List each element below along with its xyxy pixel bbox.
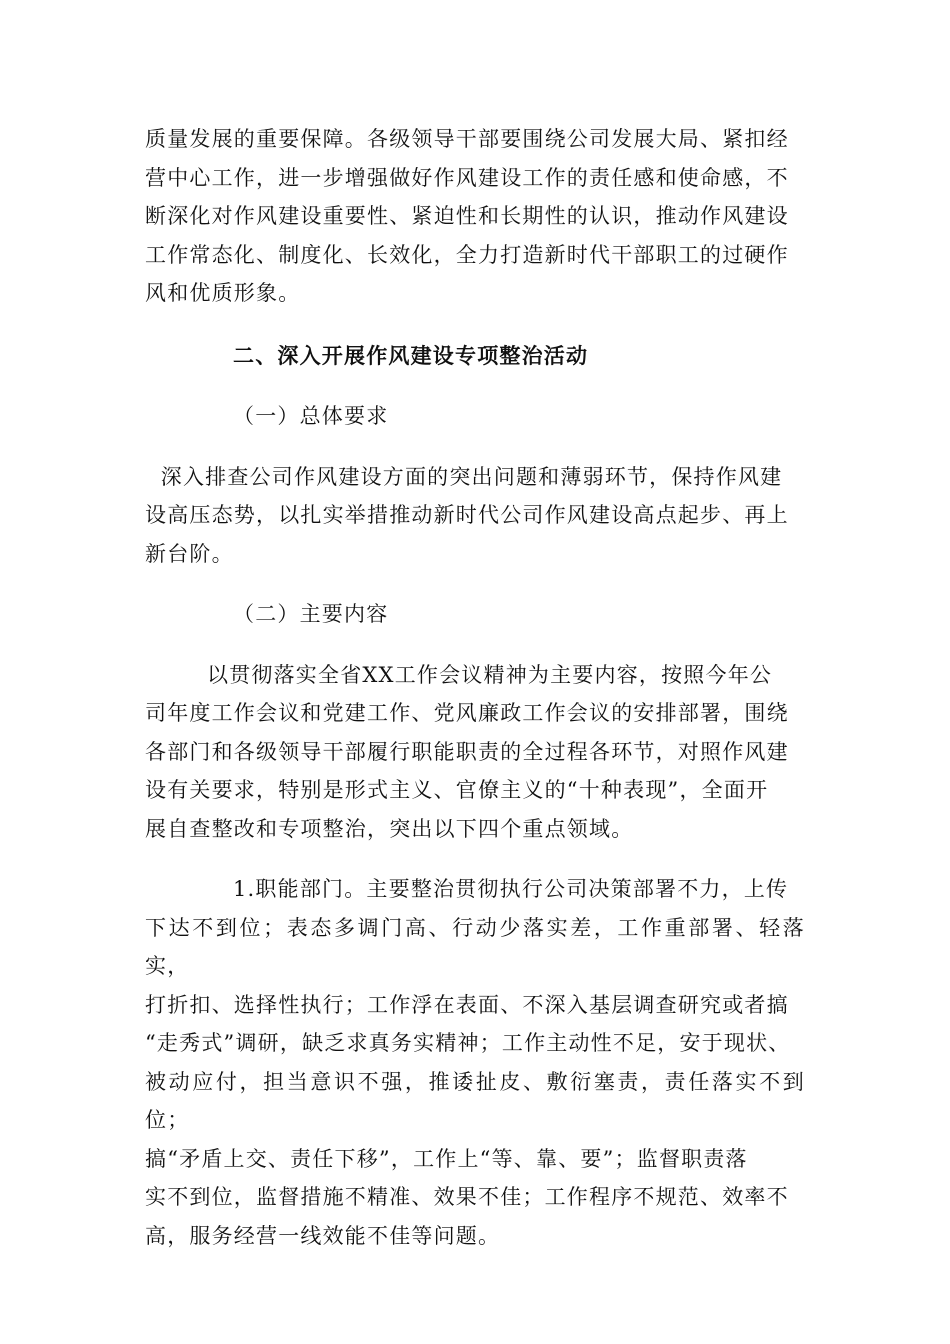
text-line: 被动应付，担当意识不强，推诿扯皮、敷衍塞责，责任落实不到位；: [145, 1069, 805, 1132]
text-line: 深入排查公司作风建设方面的突出问题和薄弱环节，保持作风建: [145, 464, 783, 489]
subsection-title-2: （二）主要内容: [233, 602, 389, 626]
item-1-paragraph: [145, 870, 805, 1255]
intro-paragraph: [145, 120, 805, 313]
text-line: 断深化对作风建设重要性、紧迫性和长期性的认识，推动作风建设: [145, 204, 789, 228]
text-line: 实不到位，监督措施不精准、效果不佳；工作程序不规范、效率不: [145, 1185, 789, 1209]
text-line: 1.职能部门。主要整治贯彻执行公司决策部署不力，上传: [233, 877, 789, 901]
text-line: 营中心工作，进一步增强做好作风建设工作的责任感和使命感，不: [145, 165, 789, 190]
document-page: [145, 120, 805, 1255]
text-line: 风和优质形象。: [145, 281, 301, 305]
subsection-1-paragraph: [145, 458, 805, 574]
text-line: 搞“矛盾上交、责任下移”，工作上“等、靠、要”；监督职责落: [145, 1146, 748, 1171]
text-line: “走秀式”调研，缺乏求真务实精神；工作主动性不足，安于现状、: [145, 1031, 791, 1055]
text-line: 以贯彻落实全省XX工作会议精神为主要内容，按照今年公: [207, 662, 773, 687]
text-line: 打折扣、选择性执行；工作浮在表面、不深入基层调查研究或者搞: [145, 992, 789, 1017]
subsection-title-1: （一）总体要求: [233, 404, 389, 428]
text-line: 设有关要求，特别是形式主义、官僚主义的“十种表现”，全面开: [145, 778, 769, 802]
text-line: 高，服务经营一线效能不佳等问题。: [145, 1223, 501, 1248]
subsection-2-paragraph: [145, 656, 805, 849]
text-line: 展自查整改和专项整治，突出以下四个重点领域。: [145, 816, 634, 841]
text-line: 新台阶。: [145, 541, 234, 566]
text-line: 工作常态化、制度化、长效化，全力打造新时代干部职工的过硬作: [145, 242, 789, 267]
text-line: 各部门和各级领导干部履行职能职责的全过程各环节，对照作风建: [145, 739, 789, 764]
text-line: 司年度工作会议和党建工作、党风廉政工作会议的安排部署，围绕: [145, 701, 789, 725]
text-line: 下达不到位；表态多调门高、行动少落实差，工作重部署、轻落实，: [145, 915, 805, 978]
text-line: 质量发展的重要保障。各级领导干部要围绕公司发展大局、紧扣经: [145, 127, 789, 151]
text-line: 设高压态势，以扎实举措推动新时代公司作风建设高点起步、再上: [145, 503, 789, 527]
section-heading: 二、深入开展作风建设专项整治活动: [233, 342, 589, 368]
